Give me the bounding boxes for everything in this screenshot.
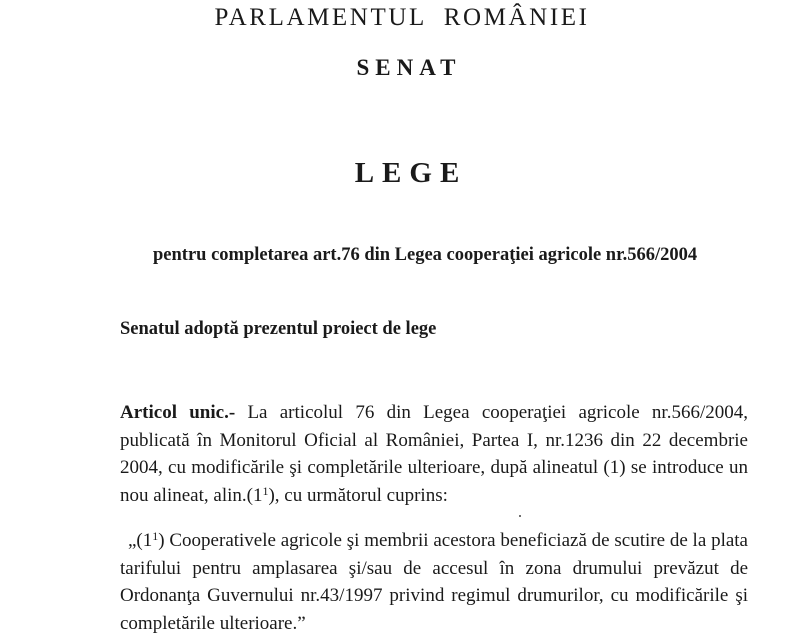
scan-speck (519, 515, 521, 517)
quote-open: „(1 (128, 530, 153, 551)
article-superscript: 1 (262, 483, 269, 498)
law-heading: LEGE (354, 157, 468, 189)
article-text-end: ), cu următorul cuprins: (268, 484, 448, 506)
quote-superscript: 1 (152, 529, 159, 543)
article-paragraph (120, 399, 748, 509)
quote-body: ) Cooperativele agricole şi membrii acestora beneficiază de scutire de la plata tarifului pentru amplasarea şi/sau de accesul în zona drumului prevăzut de Ordonanţa Guvernului nr.43/1997 privind regimul drumurilor, cu modificările şi completările ulterioare.” (120, 530, 748, 634)
parliament-title: PARLAMENTUL ROMÂNIEI (214, 4, 590, 31)
chamber-title: SENAT (356, 55, 462, 80)
article-lead: Articol unic.- (120, 402, 236, 423)
article-text: La articolul 76 din Legea cooperaţiei agricole nr.566/2004, publicată în Monitorul Oficial al României, Partea I, nr.1236 din 22 decembrie 2004, cu modificările şi completările ulterioare, după alineatul (1) se introduce un nou alineat, alin.(1 (120, 402, 748, 506)
law-subtitle: pentru completarea art.76 din Legea cooperaţiei agricole nr.566/2004 (153, 245, 698, 265)
quoted-paragraph (120, 527, 748, 637)
adoption-statement: Senatul adoptă prezentul proiect de lege (120, 319, 437, 339)
